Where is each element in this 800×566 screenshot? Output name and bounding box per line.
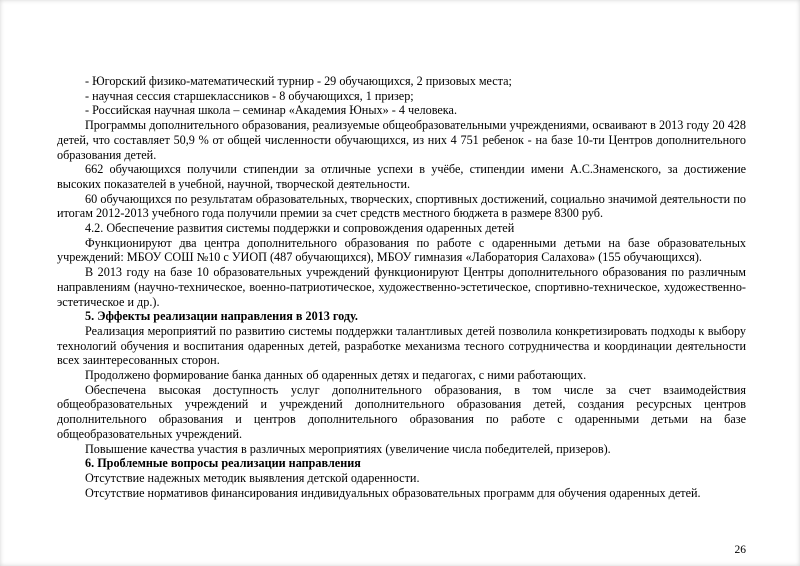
paragraph-quality-improvement: Повышение качества участия в различных мероприятиях (увеличение числа победителей, призеров). [85,441,611,456]
paragraph-gifted-centers: Функционируют два центра дополнительного образования по работе с одаренными детьми на базе образовательных учреждений: МБОУ СОШ №10 с УИОП (487 обучающихся), МБОУ гимназия «Лаборатория Салахова» (155 обучающихся). [57,235,746,265]
page-content [57,74,746,500]
paragraph-databank: Продолжено формирование банка данных об одаренных детях и педагогах, с ними работающих. [85,368,587,383]
paragraph-problem-funding: Отсутствие нормативов финансирования индивидуальных образовательных программ для обучения одаренных детей. [85,485,701,500]
list-item-science-session: - научная сессия старшеклассников - 8 обучающихся, 1 призер; [85,88,414,103]
page-number: 26 [734,544,746,556]
list-item-tournament: - Югорский физико-математический турнир - 29 обучающихся, 2 призовых места; [85,74,512,88]
section-heading-5: 5. Эффекты реализации направления в 2013 году. [85,309,358,324]
paragraph-problem-methods: Отсутствие надежных методик выявления детской одаренности. [85,470,420,485]
paragraph-centers-directions: В 2013 году на базе 10 образовательных учреждений функционируют Центры дополнительного образования по различным направлениям (научно-техническое, военно-патриотическое, художественно-эстетическое, спортивно-техническое, художественно-эстетическое и др.). [57,265,746,309]
paragraph-awards: 60 обучающихся по результатам образовательных, творческих, спортивных достижений, социально значимой деятельности по итогам 2012-2013 учебного года получили премии за счет средств местного бюджета в размере 8300 руб. [57,191,746,221]
paragraph-scholarships: 662 обучающихся получили стипендии за отличные успехи в учёбе, стипендии имени А.С.Знаменского, за достижение высоких показателей в учебной, научной, творческой деятельности. [57,162,746,191]
paragraph-effects-support-system: Реализация мероприятий по развитию системы поддержки талантливых детей позволила конкретизировать подходы к выбору технологий обучения и воспитания одаренных детей, разработке механизма тесного сотрудничества и координации деятельности всех заинтересованных сторон. [57,323,746,368]
paragraph-accessibility: Обеспечена высокая доступность услуг дополнительного образования, в том числе за счет взаимодействия общеобразовательных учреждений и учреждений дополнительного образования детей, создания ресурсных центров дополнительного образования и центров дополнительного образования по работе с одаренными детьми на базе общеобразовательных учреждений. [57,382,746,441]
list-item-science-school: - Российская научная школа – семинар «Академия Юных» - 4 человека. [85,103,457,118]
section-heading-6: 6. Проблемные вопросы реализации направления [85,456,361,471]
paragraph-extra-education-programs: Программы дополнительного образования, реализуемые общеобразовательными учреждениями, осваивают в 2013 году 20 428 детей, что составляет 50,9 % от общей численности обучающихся, из них 4 751 ребенок - на базе 10-ти Центров дополнительного образования детей. [57,118,746,162]
subsection-heading-4-2: 4.2. Обеспечение развития системы поддержки и сопровождения одаренных детей [85,221,515,236]
